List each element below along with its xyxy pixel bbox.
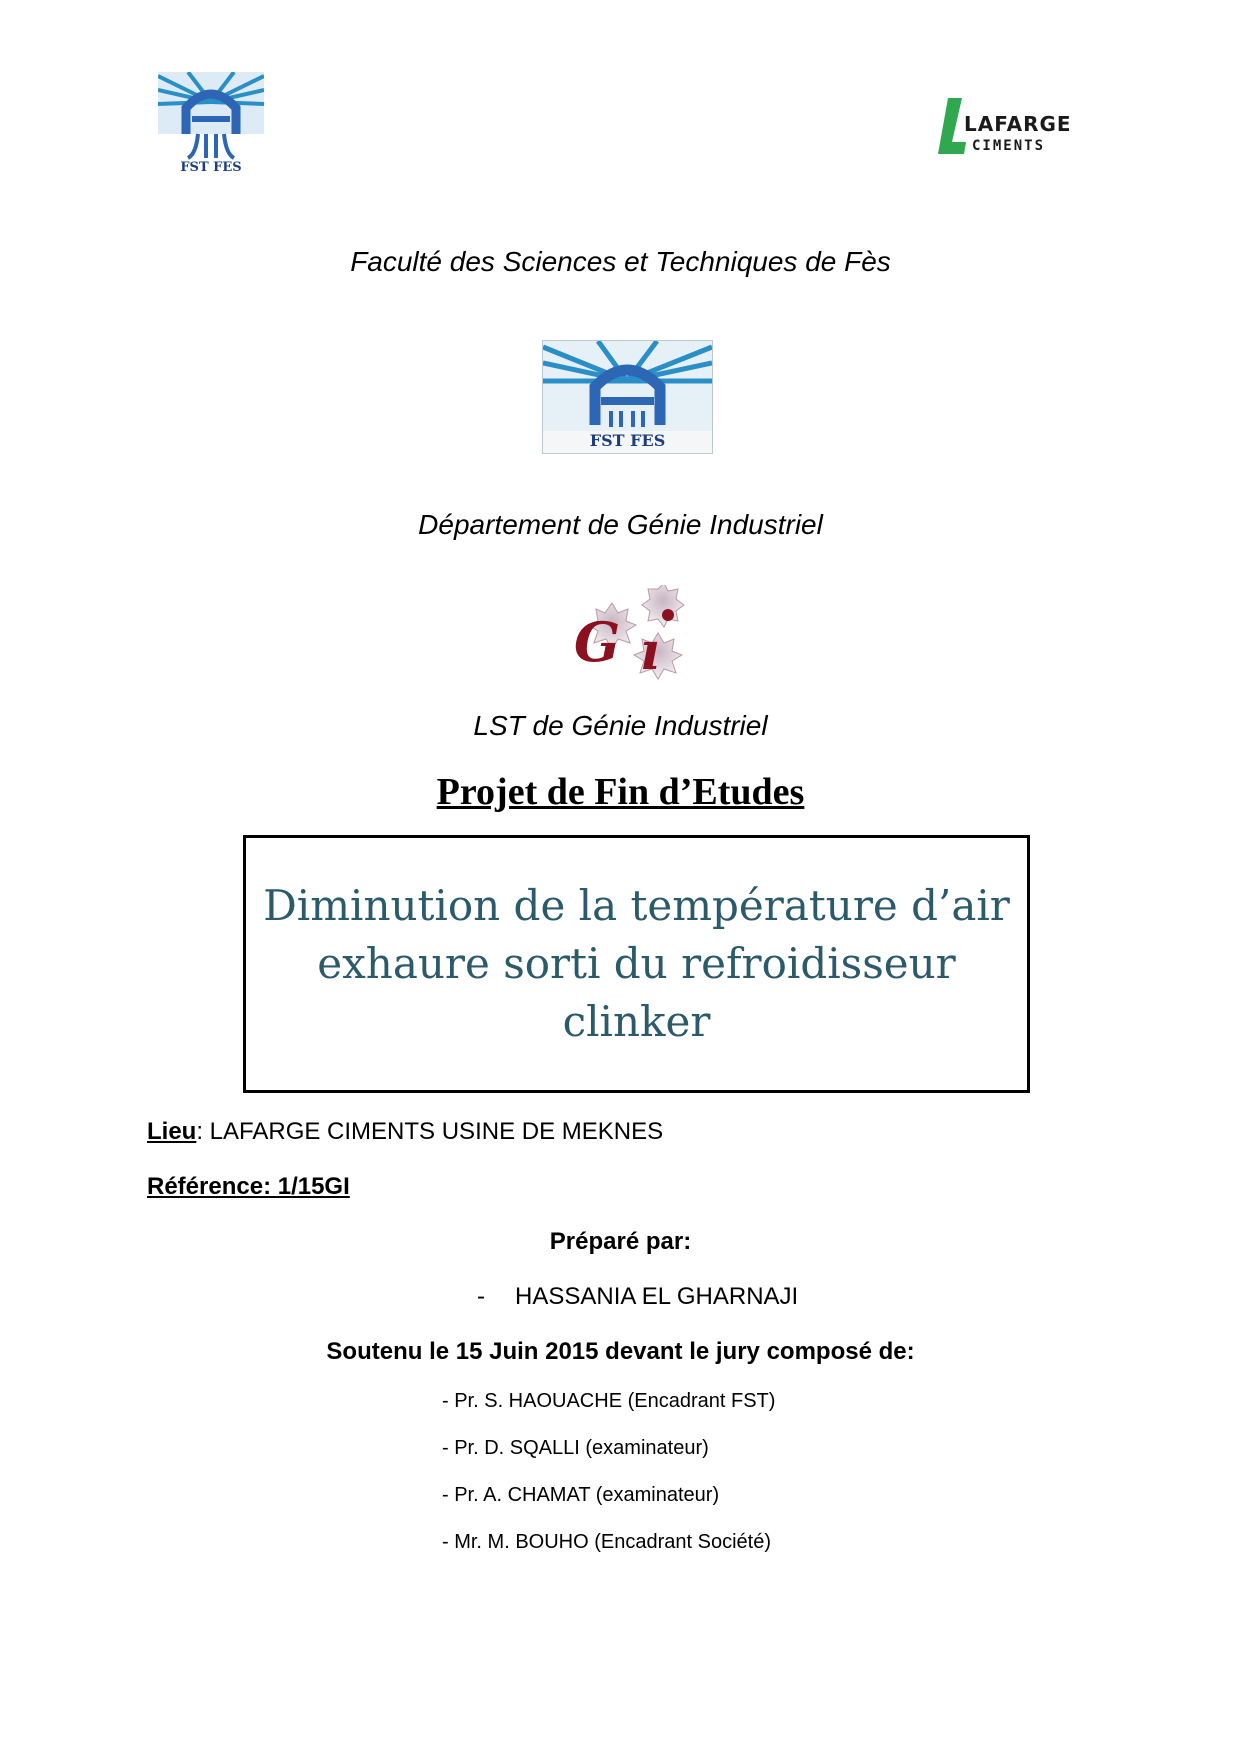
fst-fes-logo-top	[158, 72, 264, 182]
jury-member: - Mr. M. BOUHO (Encadrant Société)	[442, 1531, 771, 1553]
location-line	[147, 1118, 663, 1146]
ciments-wordmark: CIMENTS	[972, 138, 1046, 154]
student-dash: -	[477, 1283, 485, 1310]
reference-line: Référence: 1/15GI	[147, 1173, 350, 1200]
student-name: HASSANIA EL GHARNAJI	[515, 1283, 799, 1310]
thesis-title-line: clinker	[562, 997, 711, 1046]
department-name: Département de Génie Industriel	[418, 509, 823, 540]
jury-member: - Pr. A. CHAMAT (examinateur)	[442, 1484, 720, 1506]
lafarge-wordmark: LAFARGE	[964, 112, 1072, 136]
gi-logo	[560, 585, 700, 690]
faculty-name: Faculté des Sciences et Techniques de Fès	[350, 246, 891, 277]
lafarge-ciments-logo	[938, 96, 1072, 160]
fst-fes-logo-center	[542, 340, 713, 454]
defense-line: Soutenu le 15 Juin 2015 devant le jury composé de:	[326, 1338, 915, 1365]
prepared-by-label: Préparé par:	[549, 1228, 692, 1255]
fst-fes-caption: FST FES	[180, 160, 242, 175]
jury-member: - Pr. S. HAOUACHE (Encadrant FST)	[442, 1390, 776, 1412]
jury-member: - Pr. D. SQALLI (examinateur)	[442, 1437, 709, 1459]
thesis-title-line: exhaure sorti du refroidisseur	[317, 939, 956, 988]
program-name: LST de Génie Industriel	[473, 710, 768, 741]
thesis-title	[257, 877, 1017, 1051]
location-value: : LAFARGE CIMENTS USINE DE MEKNES	[196, 1118, 664, 1145]
thesis-title-line: Diminution de la température d’air	[263, 881, 1010, 930]
student-line	[477, 1283, 798, 1311]
gi-letter-i: ı	[640, 621, 660, 682]
location-label: Lieu	[147, 1118, 197, 1145]
fst-fes-caption-center: FST FES	[589, 431, 666, 450]
gi-letter-g: G	[574, 610, 621, 674]
thesis-title-box	[243, 835, 1030, 1093]
project-type-heading: Projet de Fin d’Etudes	[436, 771, 805, 813]
